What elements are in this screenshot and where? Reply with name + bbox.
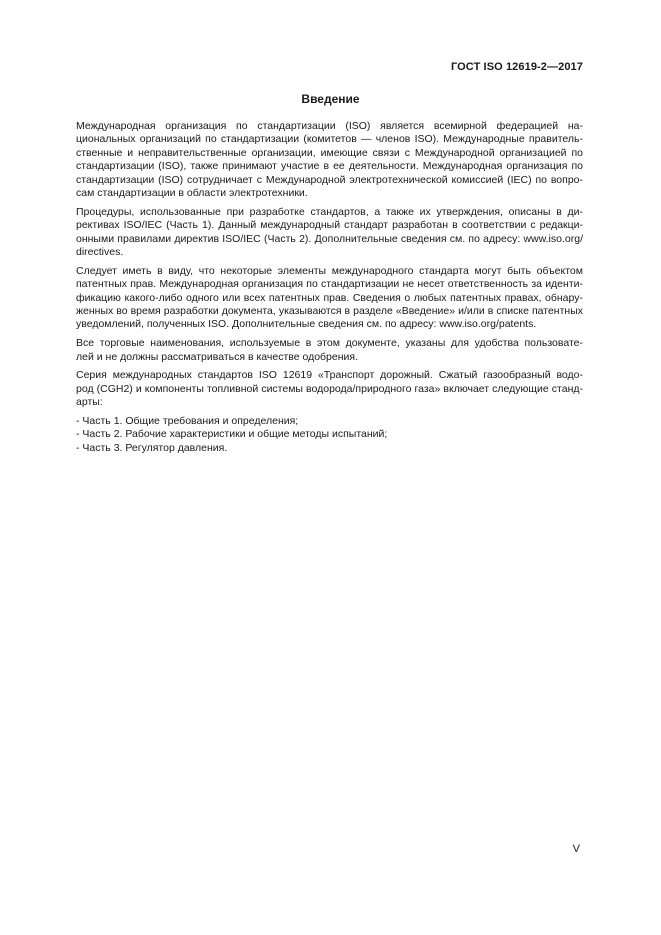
text-line: стандартизации (ISO) сотрудничает с Международной электротехнической комиссией (IEC) по вопро- [76, 173, 583, 186]
document-body [76, 120, 583, 455]
text-line: фикацию какого-либо одного или всех патентных прав. Сведения о любых патентных правах, обнару- [76, 291, 583, 304]
text-line: уведомлений, полученных ISO. Дополнительные сведения см. по адресу: www.iso.org/patents. [76, 318, 537, 331]
list-item: - Часть 3. Регулятор давления. [76, 441, 228, 454]
page-number: V [572, 843, 580, 855]
paragraph-1 [76, 120, 583, 200]
text-line: рективах ISO/IEC (Часть 1). Данный международный стандарт разработан в соответствии с редакци- [76, 219, 583, 232]
text-line: Все торговые наименования, используемые в этом документе, указаны для удобства пользовате- [76, 337, 583, 350]
text-line: патентных прав. Международная организация по стандартизации не несет ответственность за иденти- [76, 278, 583, 291]
text-line: Серия международных стандартов ISO 12619 «Транспорт дорожный. Сжатый газообразный водо- [76, 369, 583, 382]
text-line: онными правилами директив ISO/IEC (Часть 2). Дополнительные сведения см. по адресу: www.iso.org/ [76, 232, 583, 245]
paragraph-4 [76, 337, 583, 364]
text-line: лей и не должны рассматриваться в качестве одобрения. [76, 350, 359, 363]
text-line: Международная организация по стандартизации (ISO) является всемирной федерацией на- [76, 120, 583, 132]
text-line: сам стандартизации в области электротехники. [76, 187, 308, 200]
text-line: directives. [76, 246, 124, 259]
parts-list [76, 415, 583, 455]
text-line: Следует иметь в виду, что некоторые элементы международного стандарта могут быть объектом [76, 264, 583, 277]
text-line: арты: [76, 396, 103, 409]
list-item: - Часть 2. Рабочие характеристики и общие методы испытаний; [76, 428, 388, 441]
list-item: - Часть 1. Общие требования и определения; [76, 415, 299, 428]
paragraph-5 [76, 369, 583, 409]
section-title: Введение [301, 92, 360, 106]
text-line: стандартизации (ISO), также принимают участие в ее деятельности. Международная организация по [76, 160, 583, 173]
text-line: род (CGH2) и компоненты топливной системы водорода/природного газа» включает следующие станд- [76, 382, 583, 395]
text-line: Процедуры, использованные при разработке стандартов, а также их утверждения, описаны в ди- [76, 205, 583, 218]
document-code: ГОСТ ISO 12619-2—2017 [450, 61, 583, 73]
paragraph-2 [76, 206, 583, 260]
text-line: ственные и неправительственные организации, имеющие связи с Международной организацией по [76, 146, 583, 159]
text-line: женных во время разработки документа, указываются в разделе «Введение» и/или в списке патентных [76, 305, 583, 318]
text-line: циональных организаций по стандартизации (комитетов — членов ISO). Международные правитель- [76, 133, 583, 146]
paragraph-3 [76, 265, 583, 332]
